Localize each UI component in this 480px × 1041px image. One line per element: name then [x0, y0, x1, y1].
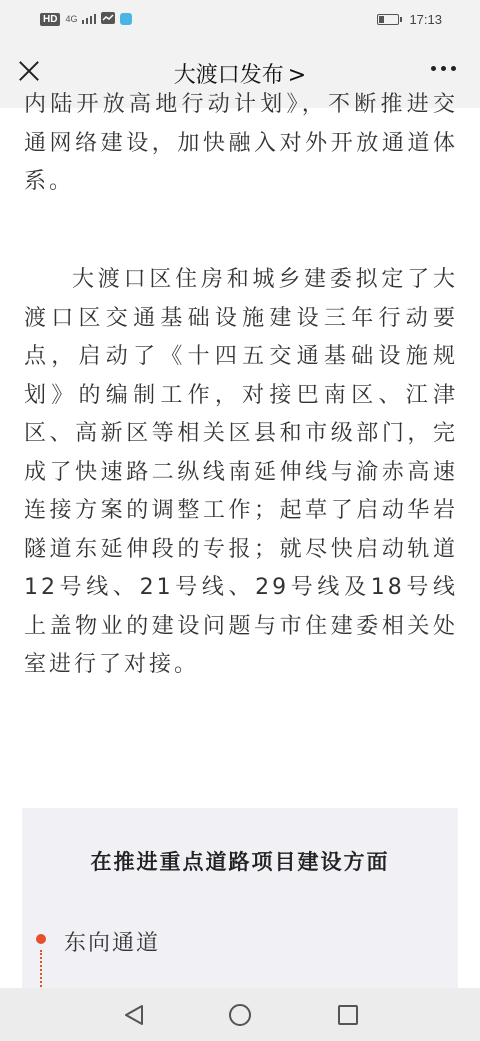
section-title: 在推进重点道路项目建设方面	[90, 850, 390, 874]
hd-badge: HD	[40, 13, 60, 26]
home-circle-icon[interactable]	[229, 1004, 251, 1026]
chevron-right-icon: >	[287, 62, 307, 88]
system-nav-bar	[0, 988, 480, 1041]
activity-icon	[101, 12, 115, 27]
bullet-dot-icon	[36, 934, 46, 944]
timeline-line	[40, 950, 42, 990]
article-paragraph: 大渡口区住房和城乡建委拟定了大渡口区交通基础设施建设三年行动要点，启动了《十四五交通基础设施规划》的编制工作，对接巴南区、江津区、高新区等相关区县和市级部门，完成了快速路二纵线南延伸线与渝赤高速连接方案的调整工作；起草了启动华岩隧道东延伸段的专报；就尽快启动轨道12号线、21号线、29号线及18号线上盖物业的建设问题与市住建委相关处室进行了对接。	[24, 267, 458, 677]
article-paragraph: 内陆开放高地行动计划》，不断推进交通网络建设，加快融入对外开放通道体系。	[24, 92, 458, 194]
battery-icon	[377, 14, 399, 25]
bullet-item: 东向通道	[64, 931, 161, 956]
signal-label: 4G	[65, 14, 78, 24]
more-icon[interactable]	[431, 66, 456, 71]
page-title[interactable]	[174, 58, 306, 89]
clock: 17:13	[409, 11, 442, 27]
recent-square-icon[interactable]	[338, 1005, 358, 1025]
page-title-text: 大渡口发布	[173, 62, 284, 88]
article-body	[0, 92, 480, 988]
app-notification-icon	[120, 13, 132, 25]
back-triangle-icon[interactable]	[124, 1004, 144, 1030]
close-icon[interactable]	[16, 58, 42, 84]
status-bar	[0, 0, 480, 38]
section-card	[22, 808, 458, 998]
signal-icon	[82, 12, 96, 27]
